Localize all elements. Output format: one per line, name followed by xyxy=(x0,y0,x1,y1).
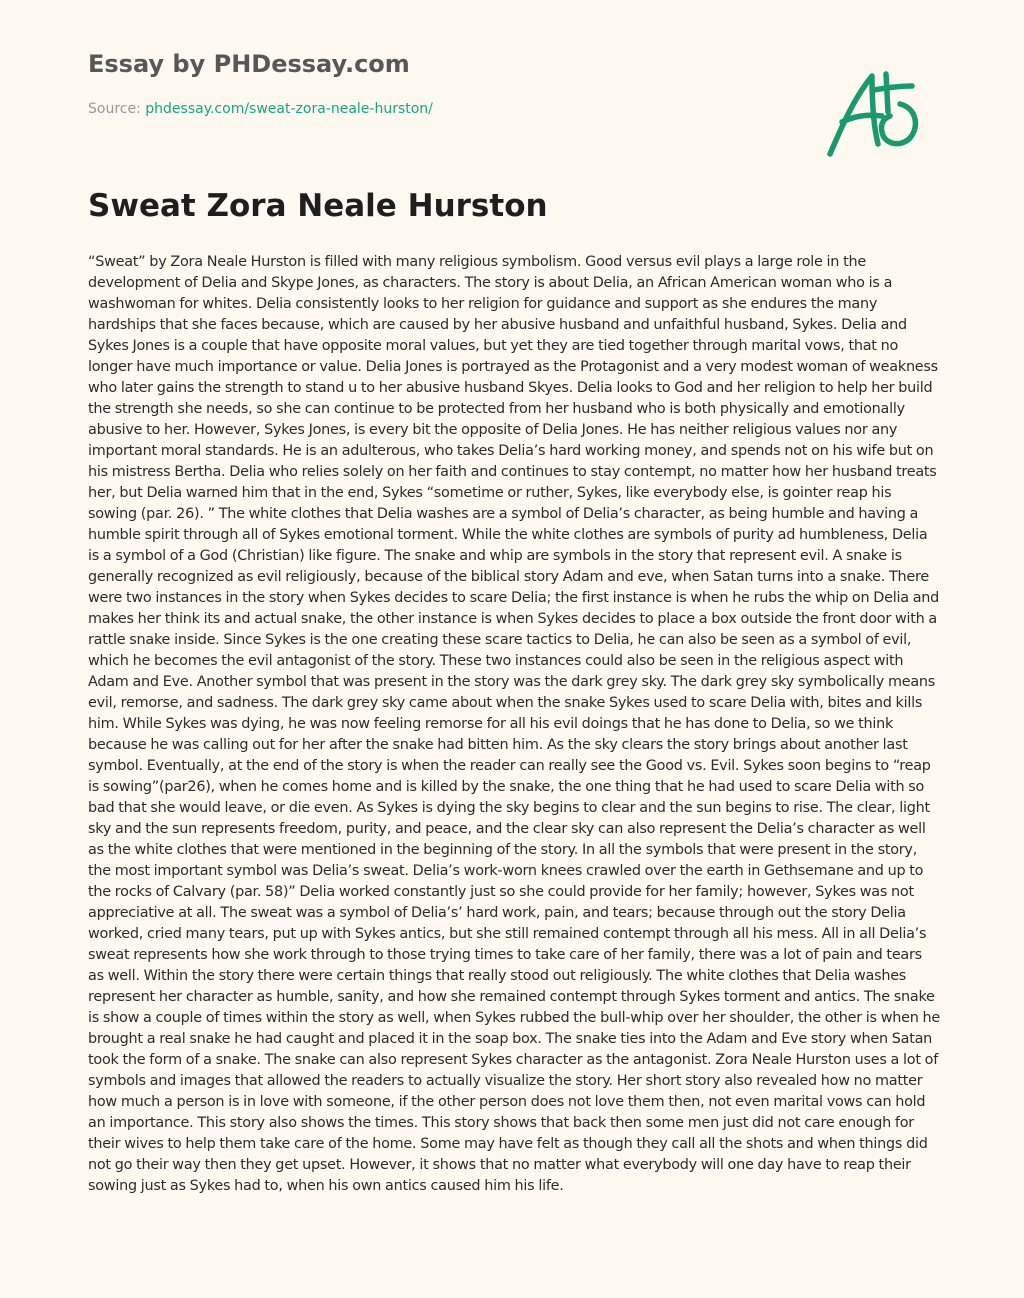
source-line xyxy=(88,101,433,117)
site-brand: Essay by PHDessay.com xyxy=(88,50,410,78)
essay-body-container xyxy=(88,252,940,1250)
essay-body: “Sweat” by Zora Neale Hurston is filled with many religious symbolism. Good versus evil plays a large role in the development of Delia and Skype Jones, as characters. The story is about Delia, an African American woman who is a washwoman for whites. Delia consistently looks to her religion for guidance and support as she endures the many hardships that she faces because, which are caused by her abusive husband and unfaithful husband, Sykes. Delia and Sykes Jones is a couple that have opposite moral values, but yet they are tied together through marital vows, that no longer have much importance or value. Delia Jones is portrayed as the Protagonist and a very modest woman of weakness who later gains the strength to stand u to her abusive husband Skyes. Delia looks to God and her religion to help her build the strength she needs, so she can continue to be protected from her husband who is both physically and emotionally abusive to her. However, Sykes Jones, is every bit the opposite of Delia Jones. He has neither religious values nor any important moral standards. He is an adulterous, who takes Delia’s hard working money, and spends not on his wife but on his mistress Bertha. Delia who relies solely on her faith and continues to stay contempt, no matter how her husband treats her, but Delia warned him that in the end, Sykes “sometime or ruther, Sykes, like everybody else, is gointer reap his sowing (par. 26). ” The white clothes that Delia washes are a symbol of Delia’s character, as being humble and having a humble spirit through all of Sykes emotional torment. While the white clothes are symbols of purity ad humbleness, Delia is a symbol of a God (Christian) like figure. The snake and whip are symbols in the story that represent evil. A snake is generally recognized as evil religiously, because of the biblical story Adam and eve, when Satan turns into a snake. There were two instances in the story when Sykes decides to scare Delia; the first instance is when he rubs the whip on Delia and makes her think its and actual snake, the other instance is when Sykes decides to place a box outside the front door with a rattle snake inside. Since Sykes is the one creating these scare tactics to Delia, he can also be seen as a symbol of evil, which he becomes the evil antagonist of the story. These two instances could also be seen in the religious aspect with Adam and Eve. Another symbol that was present in the story was the dark grey sky. The dark grey sky symbolically means evil, remorse, and sadness. The dark grey sky came about when the snake Sykes used to scare Delia with, bites and kills him. While Sykes was dying, he was now feeling remorse for all his evil doings that he has done to Delia, so we think because he was calling out for her after the snake had bitten him. As the sky clears the story brings about another last symbol. Eventually, at the end of the story is when the reader can really see the Good vs. Evil. Sykes soon begins to “reap is sowing”(par26), when he comes home and is killed by the snake, the one thing that he had used to scare Delia with so bad that she would leave, or die even. As Sykes is dying the sky begins to clear and the sun begins to rise. The clear, light sky and the sun represents freedom, purity, and peace, and the clear sky can also represent the Delia’s character as well as the white clothes that were mentioned in the beginning of the story. In all the symbols that were present in the story, the most important symbol was Delia’s sweat. Delia’s work-worn knees crawled over the earth in Gethsemane and up to the rocks of Calvary (par. 58)” Delia worked constantly just so she could provide for her family; however, Sykes was not appreciative at all. The sweat was a symbol of Delia’s’ hard work, pain, and tears; because through out the story Delia worked, cried many tears, put up with Sykes antics, but she still remained contempt through all his mess. All in all Delia’s sweat represents how she work through to those trying times to take care of her family, there was a lot of pain and tears as well. Within the story there were certain things that really stood out religiously. The white clothes that Delia washes represent her character as humble, sanity, and how she remained contempt through Sykes torment and antics. The snake is show a couple of times within the story as well, when Sykes rubbed the bull-whip over her shoulder, the other is when he brought a real snake he had caught and placed it in the soap box. The snake ties into the Adam and Eve story when Satan took the form of a snake. The snake can also represent Sykes character as the antagonist. Zora Neale Hurston uses a lot of symbols and images that allowed the readers to actually visualize the story. Her short story also revealed how no matter how much a person is in love with someone, if the other person does not love them then, not even marital vows can hold an importance. This story also shows the times. This story shows that back then some men just did not care enough for their wives to help them take care of the home. Some may have felt as though they call all the shots and when things did not go their way then they get upset. However, it shows that no matter what everybody will one day have to reap their sowing just as Sykes had to, when his own antics caused him his life. xyxy=(88,254,940,1194)
a-plus-logo-icon xyxy=(820,64,930,160)
source-label: Source: xyxy=(88,101,141,117)
source-link[interactable]: phdessay.com/sweat-zora-neale-hurston/ xyxy=(145,101,433,117)
essay-title: Sweat Zora Neale Hurston xyxy=(88,188,548,224)
